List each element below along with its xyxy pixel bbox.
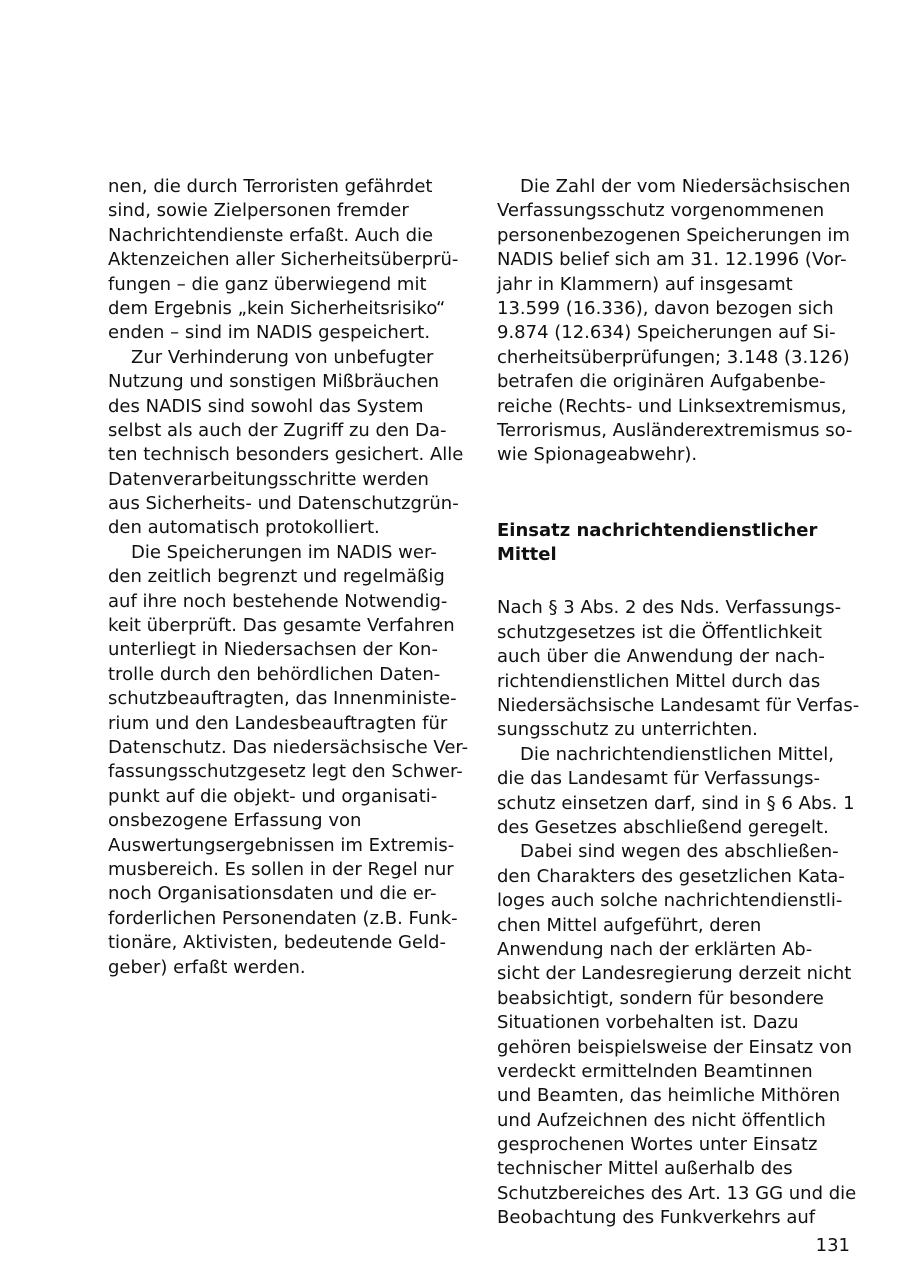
text-line: keit überprüft. Das gesamte Verfahren (108, 615, 455, 637)
text-line: 13.599 (16.336), davon bezogen sich (497, 297, 834, 319)
section-body (497, 596, 860, 1230)
text-line: Niedersächsische Landesamt für Verfas- (497, 695, 860, 717)
text-line: ten technisch besonders gesichert. Alle (108, 444, 464, 466)
text-line: selbst als auch der Zugriff zu den Da- (108, 419, 447, 441)
text-line: Die Zahl der vom Niedersächsischen (520, 176, 851, 197)
text-line: wie Spionageabwehr). (497, 444, 698, 466)
heading-line: Einsatz nachrichtendienstlicher (497, 519, 818, 541)
text-line: Nutzung und sonstigen Mißbräuchen (108, 371, 440, 393)
text-line: geber) erfaßt werden. (108, 956, 306, 978)
text-line: nen, die durch Terroristen gefährdet (108, 176, 433, 197)
text-line: auch über die Anwendung der nach- (497, 646, 825, 668)
text-line: Datenverarbeitungsschritte werden (108, 468, 429, 490)
text-line: den Charakters des gesetzlichen Kata- (497, 865, 845, 887)
text-line: Terrorismus, Ausländerextremismus so- (497, 419, 853, 441)
text-line: den automatisch protokolliert. (108, 517, 380, 539)
text-line: fungen – die ganz überwiegend mit (108, 273, 427, 295)
text-line: unterliegt in Niedersachsen der Kon- (108, 639, 438, 661)
text-line: richtendienstlichen Mittel durch das (497, 670, 821, 692)
text-line: Beobachtung des Funkverkehrs auf (497, 1207, 816, 1229)
text-line: des NADIS sind sowohl das System (108, 395, 424, 417)
left-column (108, 175, 469, 980)
text-line: tionäre, Aktivisten, bedeutende Geld- (108, 932, 446, 954)
intro-paragraph-block (497, 175, 852, 468)
page-number: 131 (815, 1235, 850, 1256)
text-line: punkt auf die objekt- und organisati- (108, 785, 438, 807)
text-line: Zur Verhinderung von unbefugter (131, 346, 434, 368)
text-line: jahr in Klammern) auf insgesamt (497, 273, 793, 295)
text-line: chen Mittel aufgeführt, deren (497, 914, 762, 936)
text-line: Nachrichtendienste erfaßt. Auch die (108, 224, 434, 246)
text-line: Die nachrichtendienstlichen Mittel, (520, 743, 834, 765)
text-line: 9.874 (12.634) Speicherungen auf Si- (497, 322, 836, 344)
text-line: musbereich. Es sollen in der Regel nur (108, 858, 454, 880)
text-line: Dabei sind wegen des abschließen- (520, 841, 839, 863)
section-heading (497, 519, 852, 568)
text-line: onsbezogene Erfassung von (108, 810, 362, 832)
text-line: trolle durch den behördlichen Daten- (108, 663, 441, 685)
text-line: NADIS belief sich am 31. 12.1996 (Vor- (497, 249, 847, 271)
text-line: enden – sind im NADIS gespeichert. (108, 322, 431, 344)
text-line: reiche (Rechts- und Linksextremismus, (497, 395, 847, 417)
text-line: schutzgesetzes ist die Öffentlichkeit (497, 621, 822, 643)
text-line: loges auch solche nachrichtendienstli- (497, 890, 843, 912)
text-line: sungsschutz zu unterrichten. (497, 719, 758, 741)
text-line: forderlichen Personendaten (z.B. Funk- (108, 907, 458, 929)
text-line: und Beamten, das heimliche Mithören (497, 1085, 841, 1107)
text-line: Aktenzeichen aller Sicherheitsüberprü- (108, 249, 459, 271)
text-line: fassungsschutzgesetz legt den Schwer- (108, 761, 463, 783)
section-spacer (497, 468, 852, 519)
text-line: sind, sowie Zielpersonen fremder (108, 200, 409, 222)
heading-line: Mittel (497, 544, 557, 566)
text-line: gesprochenen Wortes unter Einsatz (497, 1134, 818, 1156)
right-column (497, 175, 860, 1231)
text-line: Auswertungsergebnissen im Extremis- (108, 834, 455, 856)
text-line: Die Speicherungen im NADIS wer- (131, 541, 437, 563)
text-line: noch Organisationsdaten und die er- (108, 883, 437, 905)
text-line: Anwendung nach der erklärten Ab- (497, 938, 813, 960)
text-line: auf ihre noch bestehende Notwendig- (108, 590, 448, 612)
text-line: beabsichtigt, sondern für besondere (497, 987, 824, 1009)
section-spacer (497, 567, 852, 596)
text-line: Verfassungsschutz vorgenommenen (497, 200, 825, 222)
text-line: sicht der Landesregierung derzeit nicht (497, 963, 852, 985)
text-line: schutzbeauftragten, das Innenministe- (108, 688, 457, 710)
text-line: cherheitsüberprüfungen; 3.148 (3.126) (497, 346, 850, 368)
text-line: dem Ergebnis „kein Sicherheitsrisiko“ (108, 297, 446, 319)
text-line: des Gesetzes abschließend geregelt. (497, 816, 829, 838)
text-line: personenbezogenen Speicherungen im (497, 224, 850, 246)
text-line: rium und den Landesbeauftragten für (108, 712, 448, 734)
text-line: Situationen vorbehalten ist. Dazu (497, 1012, 799, 1034)
text-line: Schutzbereiches des Art. 13 GG und die (497, 1182, 857, 1204)
text-line: schutz einsetzen darf, sind in § 6 Abs. 1 (497, 792, 855, 814)
text-line: betrafen die originären Aufgabenbe- (497, 371, 826, 393)
text-line: Nach § 3 Abs. 2 des Nds. Verfassungs- (497, 597, 842, 619)
text-line: technischer Mittel außerhalb des (497, 1158, 793, 1180)
text-line: verdeckt ermittelnden Beamtinnen (497, 1060, 813, 1082)
text-line: Datenschutz. Das niedersächsische Ver- (108, 736, 469, 758)
text-line: und Aufzeichnen des nicht öffentlich (497, 1109, 826, 1131)
text-line: aus Sicherheits- und Datenschutzgrün- (108, 493, 459, 515)
text-line: die das Landesamt für Verfassungs- (497, 768, 820, 790)
text-line: den zeitlich begrenzt und regelmäßig (108, 566, 445, 588)
text-line: gehören beispielsweise der Einsatz von (497, 1036, 852, 1058)
